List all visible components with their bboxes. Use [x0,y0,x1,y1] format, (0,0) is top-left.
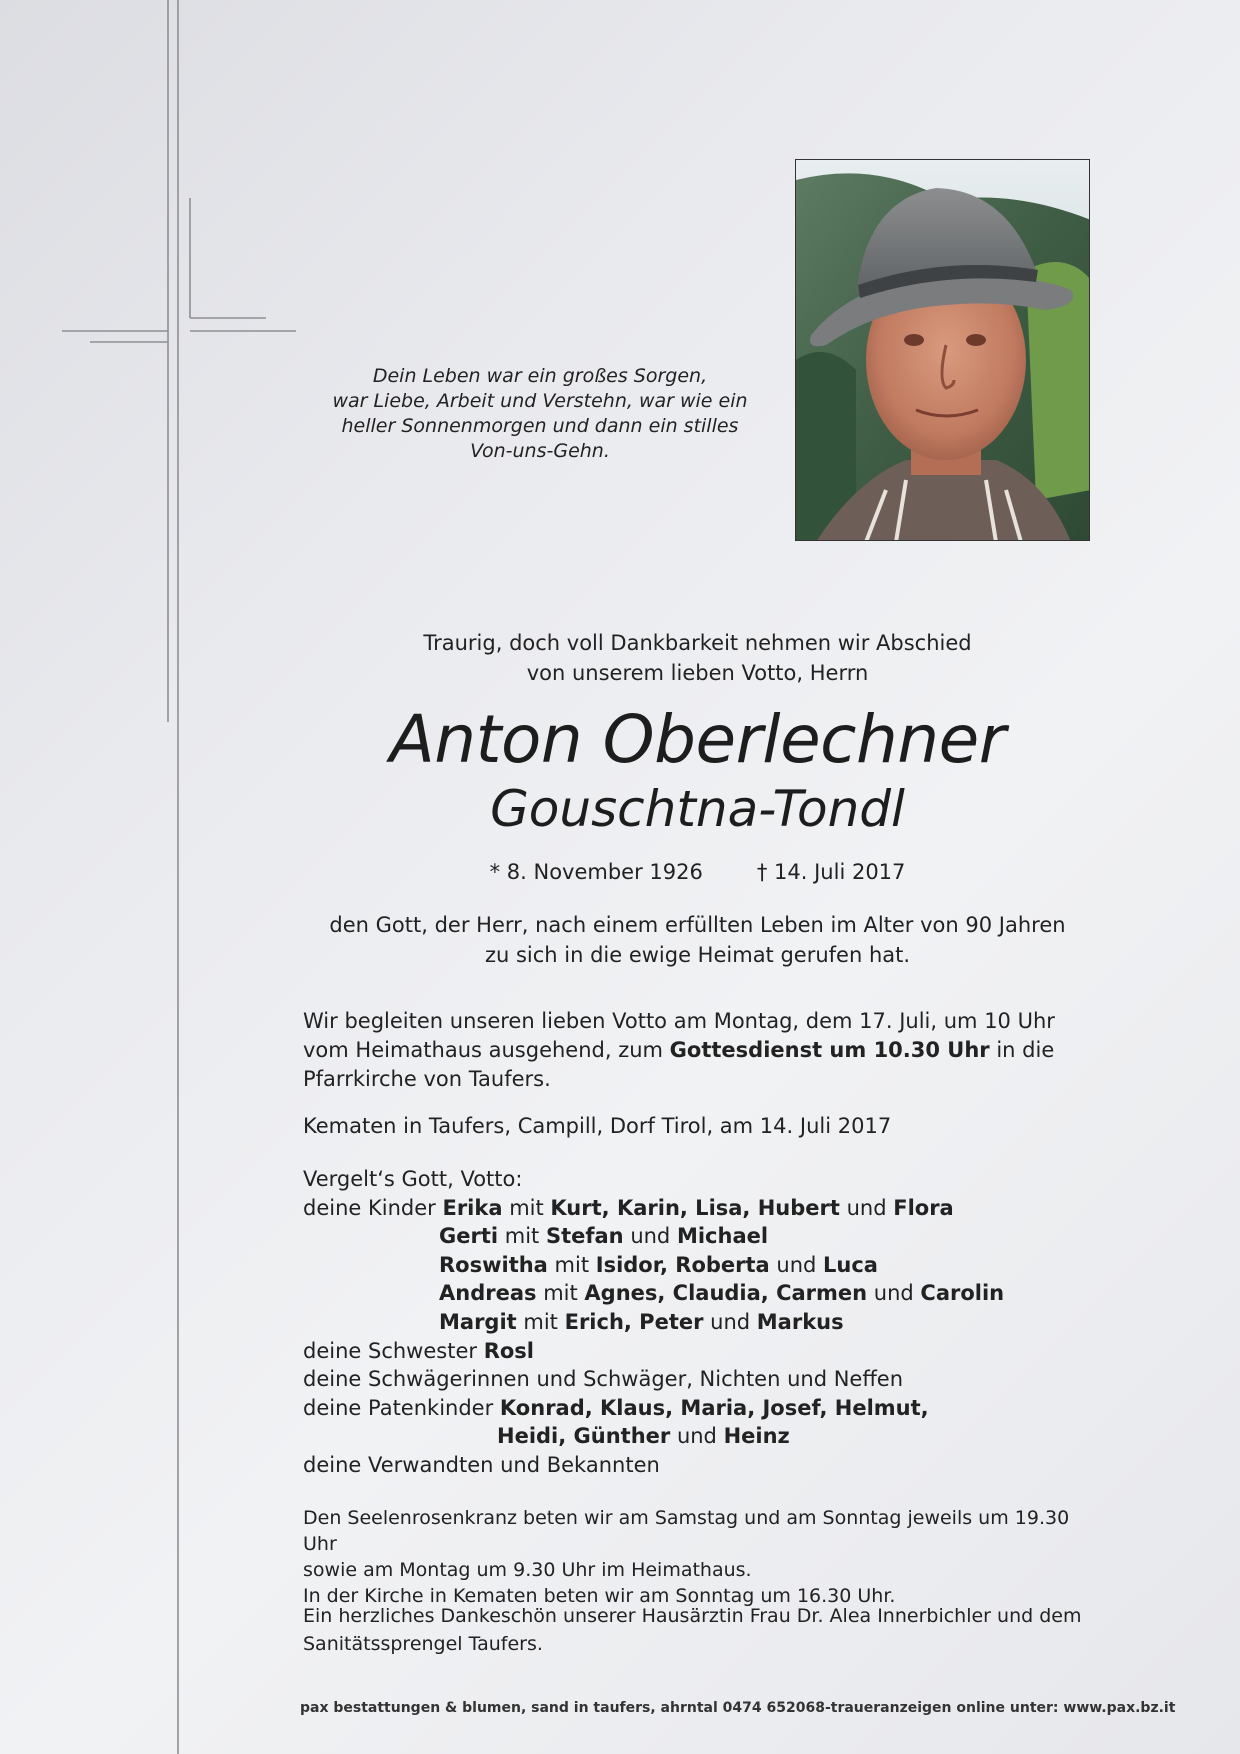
relatives-row: deine Verwandten und Bekannten [303,1452,660,1477]
funeral-paragraph [303,1007,1103,1094]
connector: mit [516,1309,565,1334]
grandchild: Markus [756,1309,844,1334]
grandchildren: Agnes, Claudia, Carmen [584,1281,868,1306]
cross-icon [0,0,320,1754]
called-line: den Gott, der Herr, nach einem erfüllten Leben im Alter von 90 Jahren [329,913,1066,937]
sister-row [303,1337,1103,1366]
rosary-info [303,1505,1103,1609]
children-label: deine Kinder [303,1195,443,1220]
grandchild: Carolin [920,1281,1005,1306]
quote-line: Von-uns-Gehn. [470,440,610,462]
child-name: Erika [442,1195,503,1220]
grandchildren: Erich, Peter [564,1309,704,1334]
intro-line: von unserem lieben Votto, Herrn [526,661,869,685]
death-date: † 14. Juli 2017 [756,860,906,884]
place-date: Kematen in Taufers, Campill, Dorf Tirol, am 14. Juli 2017 [303,1114,892,1138]
grandchild: Luca [823,1252,878,1277]
portrait-photo [795,159,1090,541]
godchildren-row [303,1394,1103,1423]
rosary-line: sowie am Montag um 9.30 Uhr im Heimathaus. [303,1559,752,1581]
child-row [303,1194,1103,1223]
sister-label: deine Schwester [303,1338,484,1363]
grandchildren: Isidor, Roberta [595,1252,770,1277]
child-name: Roswitha [439,1252,548,1277]
birth-date: * 8. November 1926 [489,860,703,884]
child-row [303,1279,1103,1308]
thanks-line: Sanitätssprengel Taufers. [303,1633,543,1655]
called-home-text [300,910,1095,970]
godchildren-label: deine Patenkinder [303,1395,500,1420]
funeral-service-time: Gottesdienst um 10.30 Uhr [669,1038,990,1062]
intro-line: Traurig, doch voll Dankbarkeit nehmen wir Abschied [423,631,972,655]
grandchild: Flora [893,1195,954,1220]
connector: und [623,1224,677,1249]
connector: mit [547,1252,596,1277]
godchildren-row [303,1422,1103,1451]
called-line: zu sich in die ewige Heimat gerufen hat. [484,943,911,967]
footer-imprint: pax bestattungen & blumen, sand in taufers, ahrntal 0474 652068-traueranzeigen online unter: www.pax.bz.it [300,1700,1176,1716]
family-list [303,1165,1103,1480]
child-row [303,1308,1103,1337]
godchild-name: Heinz [723,1424,790,1449]
memorial-quote [300,364,780,464]
family-intro: Vergelt‘s Gott, Votto: [303,1167,523,1191]
child-name: Andreas [439,1281,537,1306]
deceased-nickname: Gouschtna-Tondl [490,780,905,838]
rosary-line: In der Kirche in Kematen beten wir am Sonntag um 16.30 Uhr. [303,1585,896,1607]
connector: mit [498,1224,546,1249]
child-name: Gerti [439,1224,499,1249]
godchildren-names: Heidi, Günther [497,1424,671,1449]
connector: mit [502,1195,551,1220]
inlaws-row: deine Schwägerinnen und Schwäger, Nichten und Neffen [303,1367,904,1392]
life-dates [300,857,1095,887]
quote-line: war Liebe, Arbeit und Verstehn, war wie ein [332,390,748,412]
rosary-line: Den Seelenrosenkranz beten wir am Samstag und am Sonntag jeweils um 19.30 Uhr [303,1507,1070,1555]
child-name: Margit [439,1309,517,1334]
grandchild: Michael [676,1224,769,1249]
connector: und [867,1281,921,1306]
connector: und [769,1252,824,1277]
funeral-text: in die Pfarrkirche von Taufers. [303,1038,1055,1091]
connector: mit [536,1281,585,1306]
connector: und [839,1195,894,1220]
connector: und [670,1424,724,1449]
child-row [303,1251,1103,1280]
grandchildren: Kurt, Karin, Lisa, Hubert [550,1195,840,1220]
connector: und [703,1309,757,1334]
thanks-text [303,1602,1103,1658]
sister-name: Rosl [483,1338,534,1363]
godchildren-names: Konrad, Klaus, Maria, Josef, Helmut, [499,1395,929,1420]
quote-line: heller Sonnenmorgen und dann ein stilles [341,415,739,437]
thanks-line: Ein herzliches Dankeschön unserer Hausärztin Frau Dr. Alea Innerbichler und dem [303,1605,1082,1627]
funeral-text: Wir begleiten unseren lieben Votto am Montag, dem 17. Juli, um 10 Uhr vom Heimathaus ausgehend, zum [303,1009,1055,1062]
intro-text [300,628,1095,688]
deceased-name: Anton Oberlechner [389,701,1006,778]
grandchildren: Stefan [545,1224,624,1249]
child-row [303,1222,1103,1251]
quote-line: Dein Leben war ein großes Sorgen, [372,365,708,387]
